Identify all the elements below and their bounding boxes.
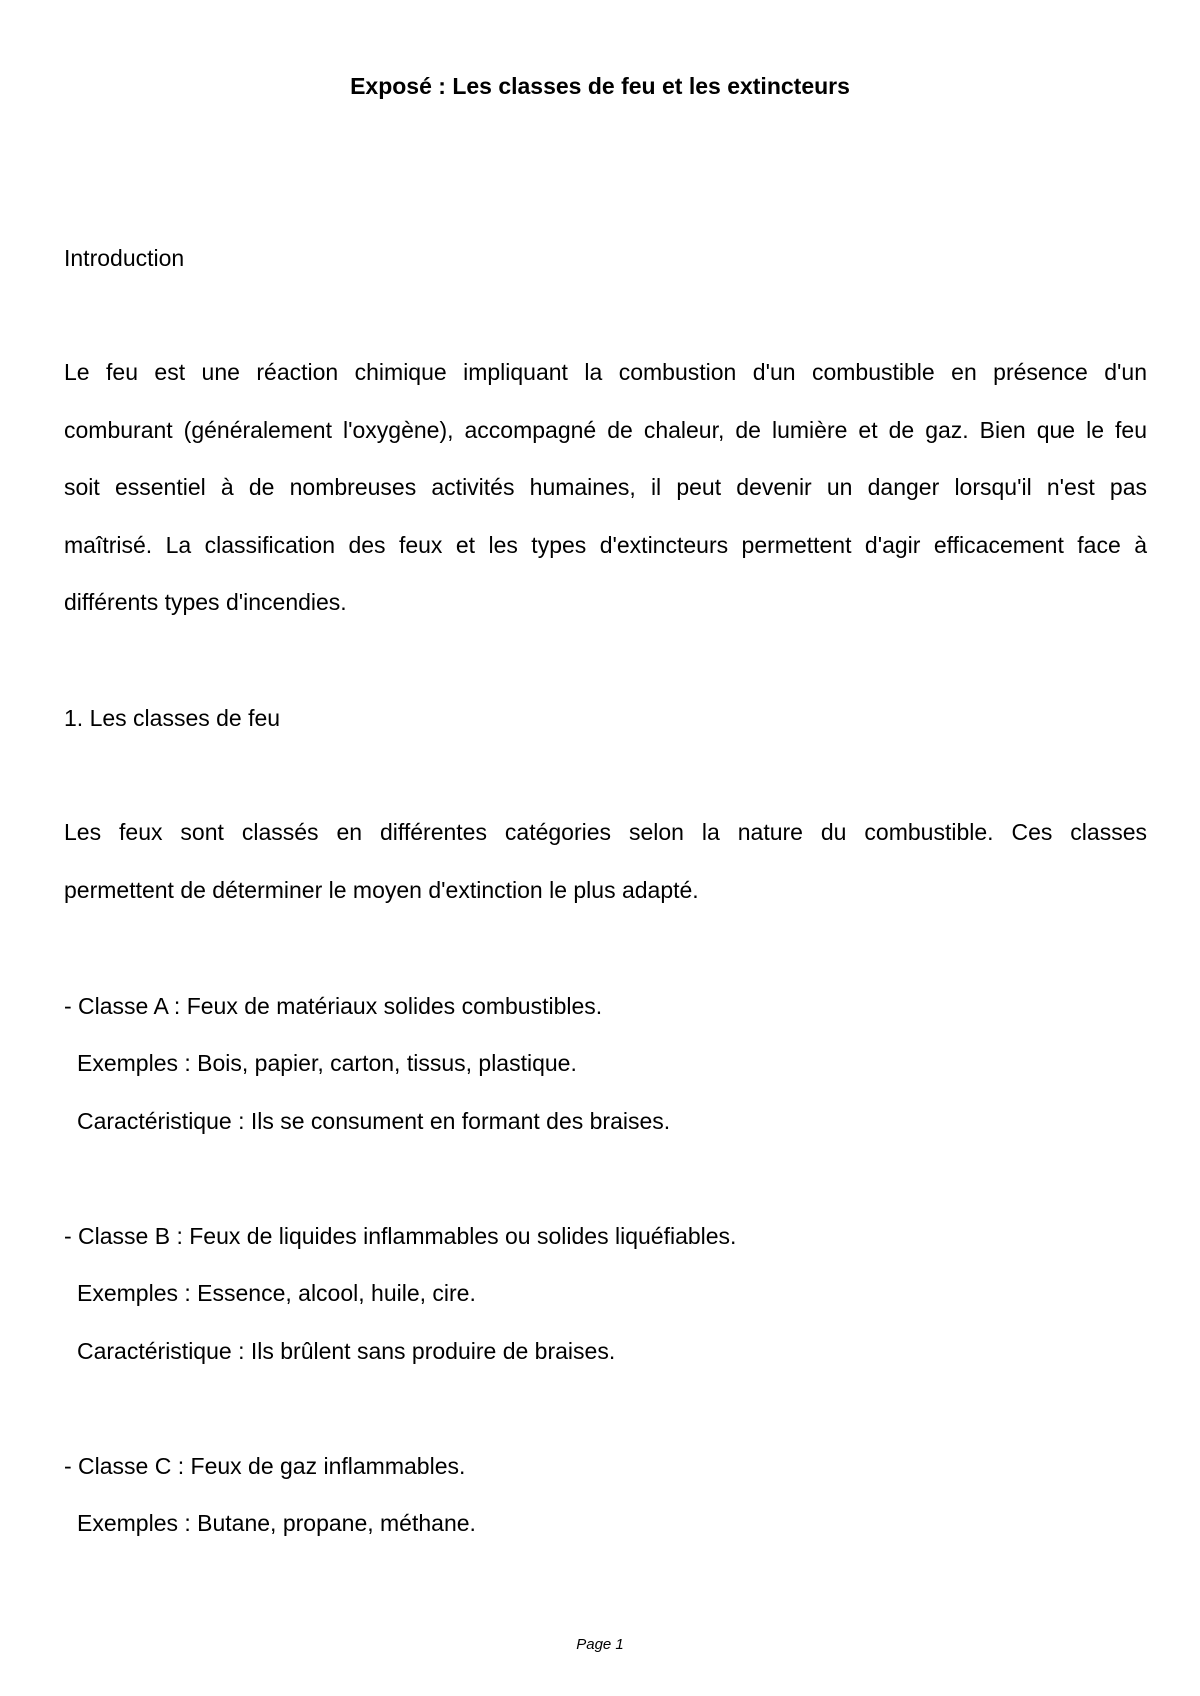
class-b-characteristic: Caractéristique : Ils brûlent sans produire de braises. — [77, 1338, 616, 1364]
class-a-characteristic: Caractéristique : Ils se consument en formant des braises. — [77, 1108, 671, 1134]
class-a-examples: Exemples : Bois, papier, carton, tissus, plastique. — [77, 1050, 577, 1076]
paragraph-line: différents types d'incendies. — [64, 589, 347, 615]
introduction-heading: Introduction — [64, 245, 185, 271]
class-b-examples: Exemples : Essence, alcool, huile, cire. — [77, 1280, 476, 1306]
class-a-label: - Classe A : Feux de matériaux solides combustibles. — [64, 993, 603, 1019]
class-c-label: - Classe C : Feux de gaz inflammables. — [64, 1453, 466, 1479]
section1-paragraph — [64, 804, 1147, 919]
paragraph-line: Les feux sont classés en différentes catégories selon la nature du combustible. Ces classes — [64, 819, 1147, 845]
paragraph-line: maîtrisé. La classification des feux et les types d'extincteurs permettent d'agir efficacement face à — [64, 531, 1147, 558]
class-b-label: - Classe B : Feux de liquides inflammables ou solides liquéfiables. — [64, 1223, 737, 1249]
document-title: Exposé : Les classes de feu et les extincteurs — [350, 73, 850, 99]
paragraph-line: soit essentiel à de nombreuses activités humaines, il peut devenir un danger lorsqu'il n'est pas — [64, 474, 1147, 500]
section1-heading: 1. Les classes de feu — [64, 705, 281, 731]
paragraph-line: comburant (généralement l'oxygène), accompagné de chaleur, de lumière et de gaz. Bien que le feu — [64, 416, 1147, 443]
class-c-examples: Exemples : Butane, propane, méthane. — [77, 1510, 476, 1536]
introduction-paragraph — [64, 344, 1147, 632]
paragraph-line: permettent de déterminer le moyen d'extinction le plus adapté. — [64, 876, 699, 903]
paragraph-line: Le feu est une réaction chimique impliquant la combustion d'un combustible en présence d'un — [64, 359, 1147, 385]
page-number: Page 1 — [576, 1636, 624, 1653]
